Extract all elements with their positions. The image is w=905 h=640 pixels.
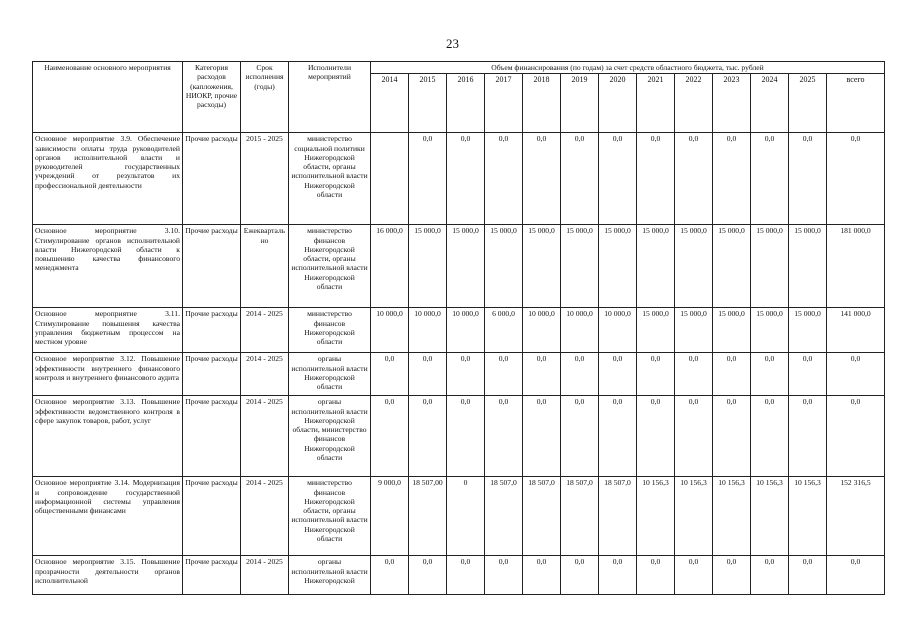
row-value: 10 000,0 bbox=[523, 308, 561, 353]
row-total: 181 000,0 bbox=[827, 225, 885, 308]
row-value: 15 000,0 bbox=[751, 225, 789, 308]
row-term: 2014 - 2025 bbox=[241, 556, 289, 595]
row-value: 10 156,3 bbox=[713, 477, 751, 556]
row-value: 10 000,0 bbox=[599, 308, 637, 353]
row-value: 0,0 bbox=[751, 396, 789, 477]
row-value: 15 000,0 bbox=[713, 225, 751, 308]
row-value: 18 507,00 bbox=[409, 477, 447, 556]
table-header bbox=[33, 62, 885, 133]
row-value: 0,0 bbox=[371, 396, 409, 477]
header-term: Срок исполнения (годы) bbox=[241, 62, 289, 133]
row-value: 0,0 bbox=[485, 396, 523, 477]
row-executors: органы исполнительной власти Нижегородской области bbox=[289, 353, 371, 396]
row-value bbox=[371, 133, 409, 225]
row-total: 0,0 bbox=[827, 556, 885, 595]
row-value: 0,0 bbox=[409, 396, 447, 477]
row-value: 18 507,0 bbox=[485, 477, 523, 556]
row-value: 0,0 bbox=[447, 556, 485, 595]
row-category: Прочие расходы bbox=[183, 308, 241, 353]
row-term: 2015 - 2025 bbox=[241, 133, 289, 225]
header-category: Категория расходов (капложения, НИОКР, прочие расходы) bbox=[183, 62, 241, 133]
row-value: 15 000,0 bbox=[561, 225, 599, 308]
row-name: Основное мероприятие 3.15. Повышение прозрачности деятельности органов исполнительной bbox=[33, 556, 183, 595]
row-value: 0,0 bbox=[675, 133, 713, 225]
row-value: 0,0 bbox=[371, 556, 409, 595]
row-value: 0,0 bbox=[751, 133, 789, 225]
row-value: 0,0 bbox=[447, 133, 485, 225]
row-value: 0,0 bbox=[675, 353, 713, 396]
row-value: 18 507,0 bbox=[561, 477, 599, 556]
row-value: 0,0 bbox=[789, 353, 827, 396]
row-value: 0,0 bbox=[789, 133, 827, 225]
header-executors: Исполнители мероприятий bbox=[289, 62, 371, 133]
row-value: 10 156,3 bbox=[789, 477, 827, 556]
row-value: 0,0 bbox=[409, 133, 447, 225]
row-value: 0,0 bbox=[789, 556, 827, 595]
header-name: Наименование основного мероприятия bbox=[33, 62, 183, 133]
row-executors: министерство финансов Нижегородской области, органы исполнительной власти Нижегородской области bbox=[289, 225, 371, 308]
row-value: 15 000,0 bbox=[599, 225, 637, 308]
row-value: 0,0 bbox=[599, 353, 637, 396]
row-value: 0,0 bbox=[561, 396, 599, 477]
row-total: 141 000,0 bbox=[827, 308, 885, 353]
table-row bbox=[33, 308, 885, 353]
row-category: Прочие расходы bbox=[183, 477, 241, 556]
row-value: 0,0 bbox=[409, 353, 447, 396]
row-value: 15 000,0 bbox=[789, 308, 827, 353]
row-category: Прочие расходы bbox=[183, 353, 241, 396]
row-value: 0,0 bbox=[409, 556, 447, 595]
row-value: 0,0 bbox=[561, 133, 599, 225]
row-name: Основное мероприятие 3.12. Повышение эффективности внутреннего финансового контроля и внутреннего финансового аудита bbox=[33, 353, 183, 396]
row-value: 15 000,0 bbox=[409, 225, 447, 308]
header-year: 2024 bbox=[751, 74, 789, 133]
row-term: 2014 - 2025 bbox=[241, 353, 289, 396]
row-category: Прочие расходы bbox=[183, 133, 241, 225]
row-value: 0,0 bbox=[713, 353, 751, 396]
table-row bbox=[33, 353, 885, 396]
row-value: 0,0 bbox=[637, 353, 675, 396]
row-value: 0,0 bbox=[713, 133, 751, 225]
row-value: 0,0 bbox=[751, 353, 789, 396]
row-value: 0,0 bbox=[675, 396, 713, 477]
row-category: Прочие расходы bbox=[183, 396, 241, 477]
row-value: 18 507,0 bbox=[599, 477, 637, 556]
row-value: 0,0 bbox=[599, 133, 637, 225]
row-category: Прочие расходы bbox=[183, 556, 241, 595]
header-funding: Объем финансирования (по годам) за счет средств областного бюджета, тыс. рублей bbox=[371, 62, 885, 74]
row-value: 15 000,0 bbox=[523, 225, 561, 308]
row-value: 15 000,0 bbox=[789, 225, 827, 308]
row-value: 10 000,0 bbox=[447, 308, 485, 353]
row-value: 15 000,0 bbox=[713, 308, 751, 353]
row-name: Основное мероприятие 3.11. Стимулирование повышения качества управления бюджетным процессом на местном уровне bbox=[33, 308, 183, 353]
row-executors: органы исполнительной власти Нижегородской области, министерство финансов Нижегородской области bbox=[289, 396, 371, 477]
row-name: Основное мероприятие 3.10. Стимулирование органов исполнительной власти Нижегородской области к повышению качества финансового менеджмента bbox=[33, 225, 183, 308]
row-value: 0 bbox=[447, 477, 485, 556]
row-executors: министерство социальной политики Нижегородской области, органы исполнительной власти Нижегородской области bbox=[289, 133, 371, 225]
page-number: 23 bbox=[446, 36, 459, 51]
row-value: 0,0 bbox=[447, 396, 485, 477]
row-value: 10 000,0 bbox=[409, 308, 447, 353]
table-row bbox=[33, 396, 885, 477]
row-value: 6 000,0 bbox=[485, 308, 523, 353]
row-executors: министерство финансов Нижегородской области bbox=[289, 308, 371, 353]
header-year: 2016 bbox=[447, 74, 485, 133]
table-row bbox=[33, 133, 885, 225]
row-total: 0,0 bbox=[827, 396, 885, 477]
row-value: 10 000,0 bbox=[371, 308, 409, 353]
row-value: 0,0 bbox=[485, 556, 523, 595]
table-row bbox=[33, 556, 885, 595]
row-value: 10 156,3 bbox=[675, 477, 713, 556]
row-value: 0,0 bbox=[751, 556, 789, 595]
row-value: 0,0 bbox=[485, 353, 523, 396]
row-value: 10 000,0 bbox=[561, 308, 599, 353]
header-year: 2019 bbox=[561, 74, 599, 133]
row-value: 15 000,0 bbox=[637, 225, 675, 308]
row-term: 2014 - 2025 bbox=[241, 477, 289, 556]
header-year: 2021 bbox=[637, 74, 675, 133]
row-value: 15 000,0 bbox=[675, 308, 713, 353]
row-executors: органы исполнительной власти Нижегородской bbox=[289, 556, 371, 595]
row-value: 15 000,0 bbox=[637, 308, 675, 353]
row-value: 15 000,0 bbox=[447, 225, 485, 308]
row-value: 0,0 bbox=[637, 556, 675, 595]
row-value: 0,0 bbox=[713, 396, 751, 477]
table-body bbox=[33, 133, 885, 595]
row-value: 10 156,3 bbox=[751, 477, 789, 556]
row-value: 0,0 bbox=[523, 396, 561, 477]
row-value: 0,0 bbox=[561, 353, 599, 396]
row-value: 0,0 bbox=[599, 556, 637, 595]
row-total: 0,0 bbox=[827, 133, 885, 225]
table-row bbox=[33, 225, 885, 308]
row-value: 0,0 bbox=[637, 396, 675, 477]
row-name: Основное мероприятие 3.9. Обеспечение зависимости оплаты труда руководителей органов исполнительной власти и руководителей государственных учреждений от результатов их профессиональной деятельности bbox=[33, 133, 183, 225]
row-term: 2014 - 2025 bbox=[241, 308, 289, 353]
header-year: 2025 bbox=[789, 74, 827, 133]
row-value: 0,0 bbox=[637, 133, 675, 225]
header-year: 2023 bbox=[713, 74, 751, 133]
row-name: Основное мероприятие 3.13. Повышение эффективности ведомственного контроля в сфере закупок товаров, работ, услуг bbox=[33, 396, 183, 477]
header-year: 2014 bbox=[371, 74, 409, 133]
table-row bbox=[33, 477, 885, 556]
row-value: 15 000,0 bbox=[485, 225, 523, 308]
row-name: Основное мероприятие 3.14. Модернизация и сопровождение государственной информационной системы управления общественными финансами bbox=[33, 477, 183, 556]
row-term: 2014 - 2025 bbox=[241, 396, 289, 477]
financing-table bbox=[32, 61, 885, 595]
row-value: 0,0 bbox=[447, 353, 485, 396]
row-total: 152 316,5 bbox=[827, 477, 885, 556]
row-value: 0,0 bbox=[713, 556, 751, 595]
row-value: 18 507,0 bbox=[523, 477, 561, 556]
header-year: 2017 bbox=[485, 74, 523, 133]
row-executors: министерство финансов Нижегородской области, органы исполнительной власти Нижегородской области bbox=[289, 477, 371, 556]
row-value: 10 156,3 bbox=[637, 477, 675, 556]
row-value: 16 000,0 bbox=[371, 225, 409, 308]
row-value: 15 000,0 bbox=[675, 225, 713, 308]
row-value: 0,0 bbox=[523, 353, 561, 396]
header-year: 2020 bbox=[599, 74, 637, 133]
header-year: 2015 bbox=[409, 74, 447, 133]
row-category: Прочие расходы bbox=[183, 225, 241, 308]
row-value: 0,0 bbox=[485, 133, 523, 225]
row-value: 15 000,0 bbox=[751, 308, 789, 353]
row-term: Ежеквартально bbox=[241, 225, 289, 308]
row-value: 0,0 bbox=[675, 556, 713, 595]
row-value: 0,0 bbox=[523, 133, 561, 225]
row-value: 9 000,0 bbox=[371, 477, 409, 556]
header-total: всего bbox=[827, 74, 885, 133]
header-year: 2018 bbox=[523, 74, 561, 133]
header-year: 2022 bbox=[675, 74, 713, 133]
row-value: 0,0 bbox=[523, 556, 561, 595]
row-value: 0,0 bbox=[599, 396, 637, 477]
row-value: 0,0 bbox=[561, 556, 599, 595]
row-value: 0,0 bbox=[789, 396, 827, 477]
row-total: 0,0 bbox=[827, 353, 885, 396]
row-value: 0,0 bbox=[371, 353, 409, 396]
